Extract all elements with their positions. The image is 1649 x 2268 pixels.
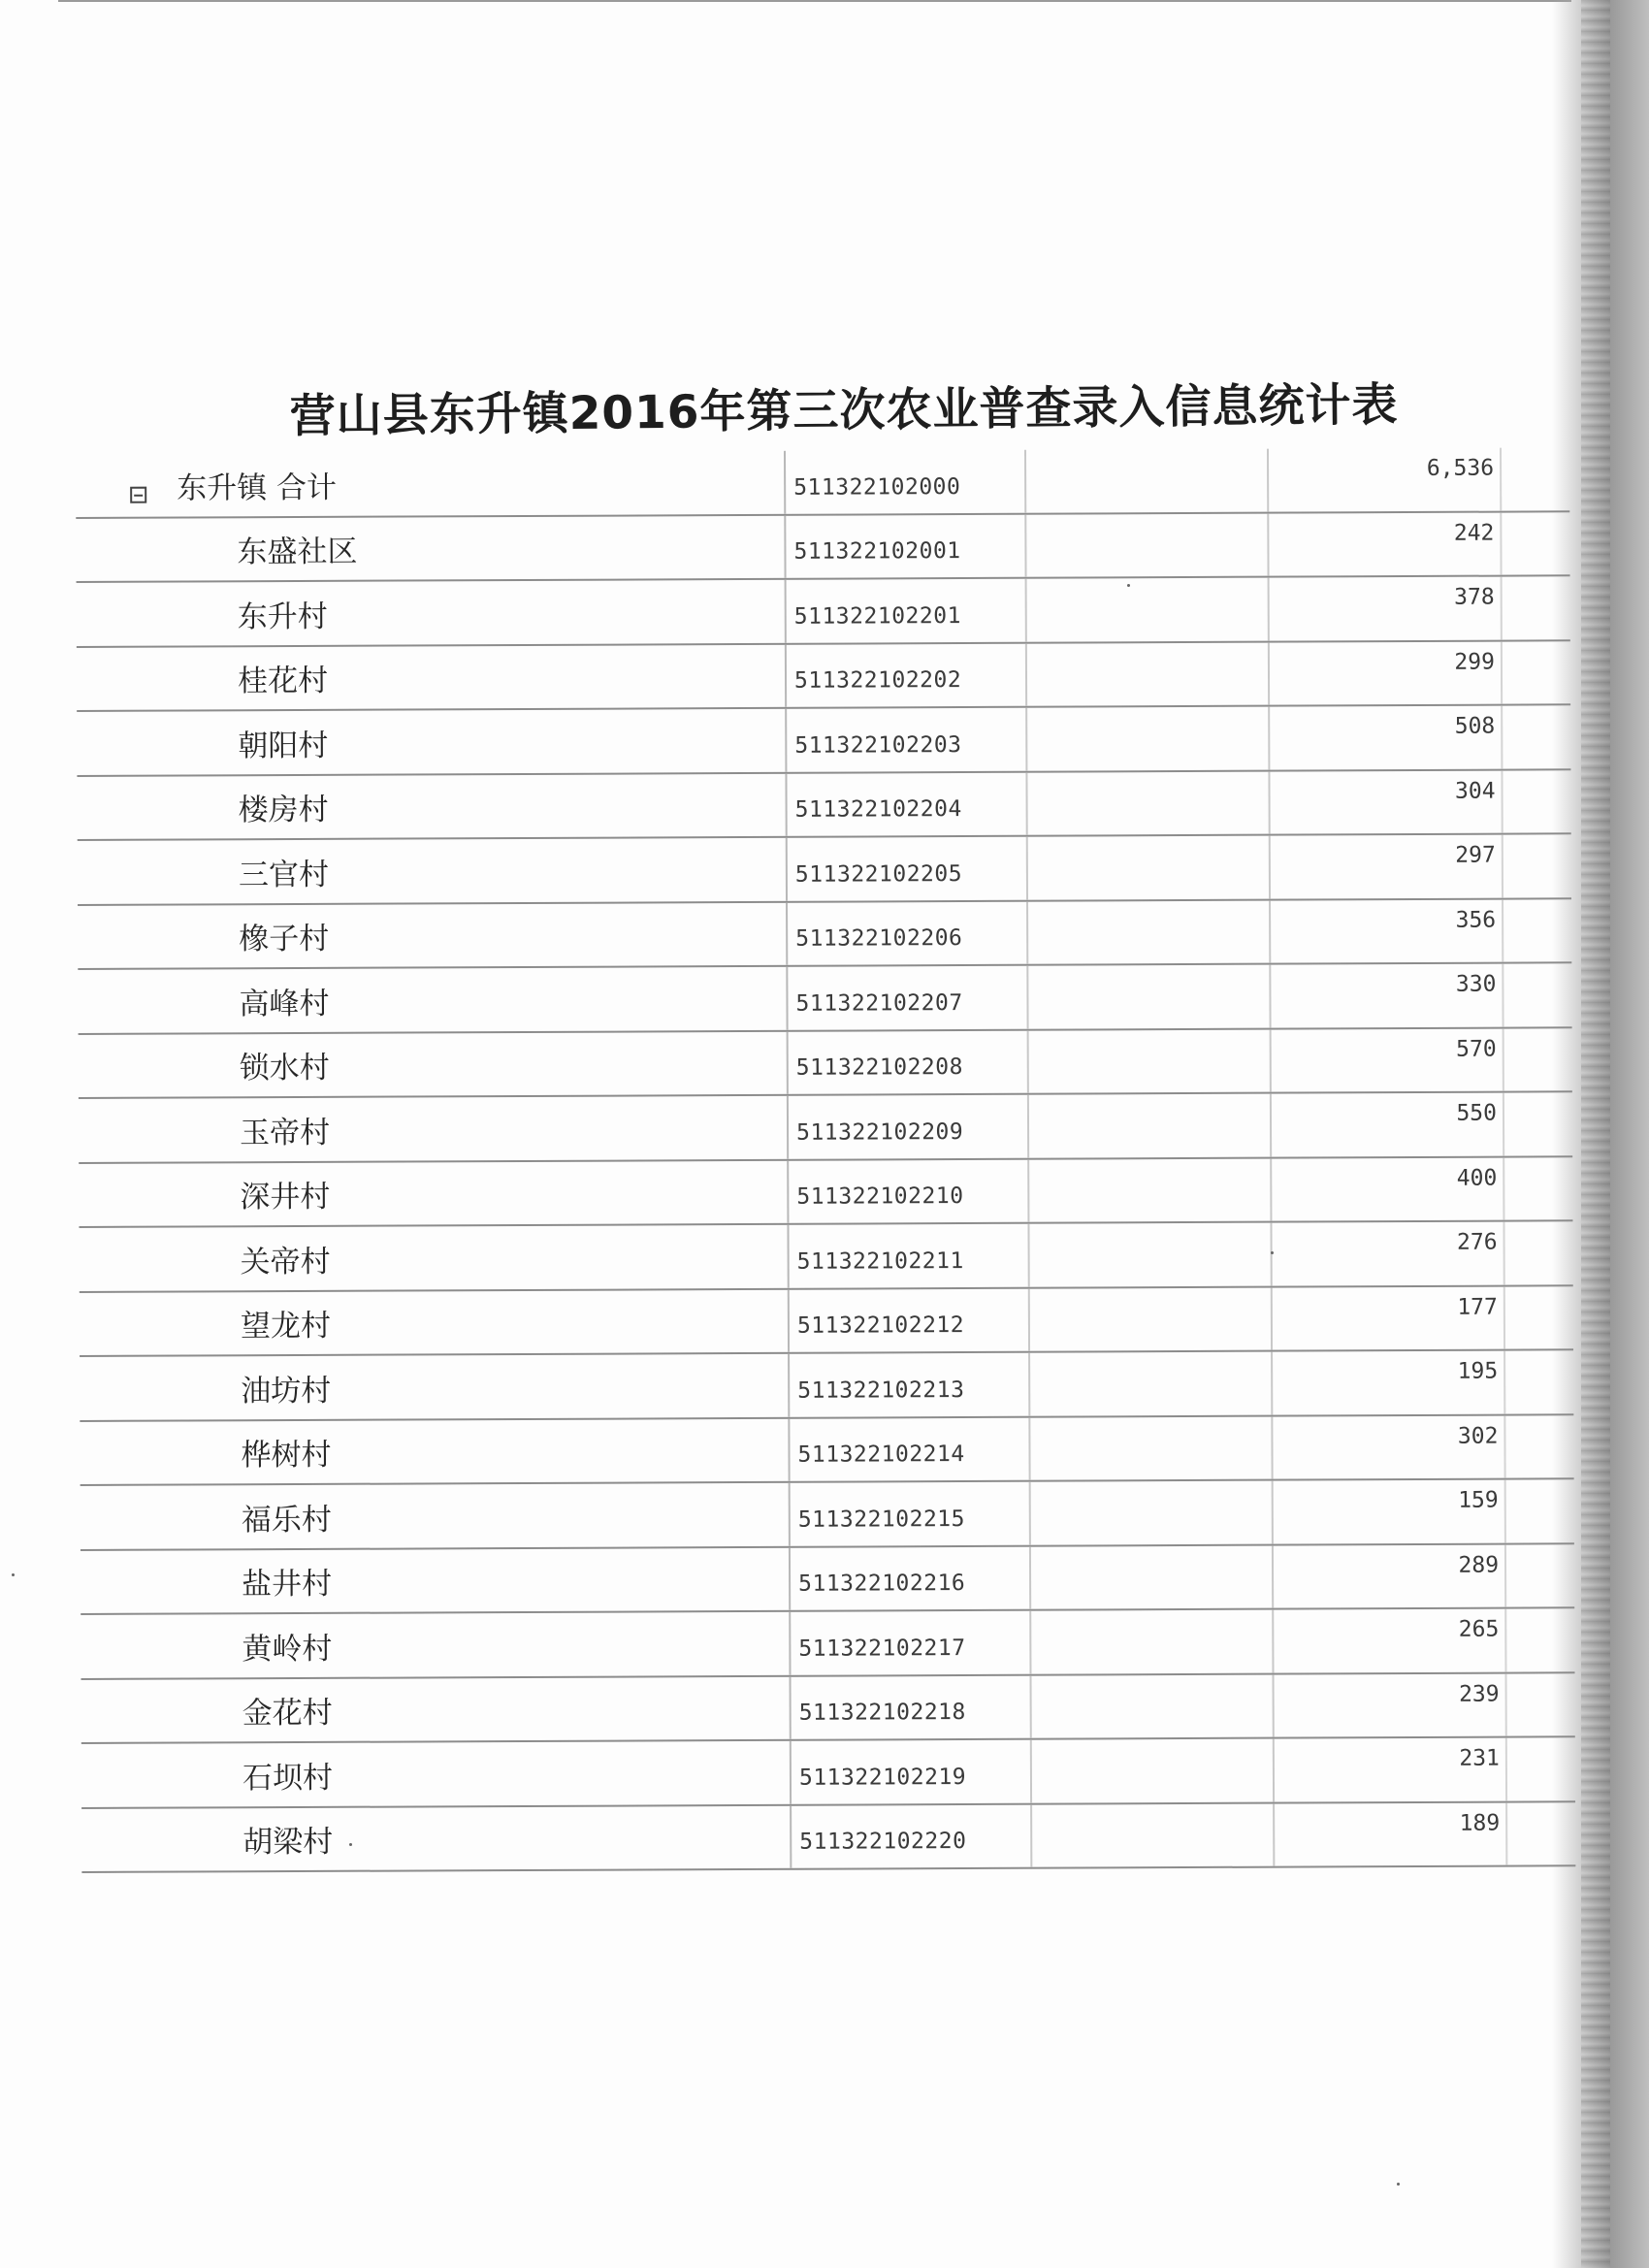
village-count: 570 <box>1456 1036 1497 1062</box>
code-cell <box>789 1611 1031 1675</box>
extra-cell <box>1504 1608 1574 1671</box>
name-cell <box>76 515 784 581</box>
table-row[interactable] <box>81 1737 1575 1808</box>
village-code: 511322102218 <box>798 1700 966 1726</box>
empty-cell <box>1029 1610 1274 1674</box>
village-code: 511322102210 <box>796 1183 964 1210</box>
total-row[interactable] <box>76 447 1569 518</box>
scan-speck <box>12 1573 15 1576</box>
village-code: 511322102219 <box>798 1764 967 1791</box>
code-cell <box>788 1288 1030 1352</box>
extra-cell <box>1503 1221 1572 1284</box>
empty-cell <box>1026 965 1271 1029</box>
name-cell <box>76 451 784 517</box>
table-row[interactable] <box>79 1221 1572 1292</box>
extra-cell <box>1502 899 1571 962</box>
count-cell <box>1269 899 1504 963</box>
village-name: 深井村 <box>240 1179 331 1215</box>
village-count: 276 <box>1456 1229 1498 1255</box>
village-name: 锁水村 <box>239 1050 330 1086</box>
village-code: 511322102207 <box>795 989 963 1017</box>
scan-speck <box>1397 2183 1400 2186</box>
name-cell <box>77 773 785 839</box>
empty-cell <box>1024 449 1269 513</box>
village-count: 189 <box>1459 1810 1501 1836</box>
table-row[interactable] <box>80 1350 1573 1421</box>
page-title: 营山县东升镇2016年第三次农业普查录入信息统计表 <box>289 378 1399 443</box>
empty-cell <box>1028 1352 1273 1416</box>
village-count: 177 <box>1457 1294 1498 1320</box>
village-count: 159 <box>1458 1487 1499 1513</box>
table-row[interactable] <box>79 1157 1572 1228</box>
code-cell <box>786 966 1028 1030</box>
empty-cell <box>1027 1223 1272 1287</box>
village-count: 356 <box>1455 907 1497 933</box>
count-cell <box>1273 1738 1507 1802</box>
extra-cell <box>1501 705 1570 768</box>
village-count: 299 <box>1454 649 1496 675</box>
extra-cell <box>1500 447 1569 510</box>
name-cell <box>79 1225 787 1291</box>
code-cell <box>790 1804 1032 1868</box>
name-cell <box>79 1096 787 1162</box>
extra-cell <box>1502 834 1571 897</box>
code-cell <box>784 450 1026 514</box>
village-name: 橡子村 <box>239 921 330 957</box>
village-code: 511322102206 <box>795 925 963 952</box>
village-name: 胡梁村 <box>242 1824 334 1861</box>
village-name: 望龙村 <box>240 1308 332 1345</box>
count-cell <box>1267 512 1502 576</box>
extra-cell <box>1503 1157 1572 1220</box>
village-name: 东盛社区 <box>237 534 358 570</box>
name-cell <box>79 1160 787 1226</box>
extra-cell <box>1505 1802 1575 1865</box>
village-code: 511322102215 <box>797 1506 966 1533</box>
village-name: 东升村 <box>237 599 328 634</box>
name-cell <box>81 1612 789 1678</box>
empty-cell <box>1026 900 1271 964</box>
extra-cell <box>1503 1092 1572 1155</box>
village-code: 511322102214 <box>797 1442 965 1468</box>
village-code: 511322102209 <box>796 1118 964 1146</box>
village-code: 511322102213 <box>797 1377 965 1404</box>
code-cell <box>790 1740 1032 1804</box>
extra-cell <box>1504 1350 1573 1413</box>
extra-cell <box>1504 1415 1573 1478</box>
empty-cell <box>1026 836 1271 900</box>
village-name: 石坝村 <box>242 1760 334 1796</box>
village-name: 黄岭村 <box>242 1631 333 1667</box>
extra-cell <box>1504 1479 1574 1542</box>
collapse-icon[interactable] <box>130 486 146 502</box>
village-code: 511322102208 <box>795 1054 963 1081</box>
top-border-line <box>58 0 1571 2</box>
village-name: 油坊村 <box>241 1373 332 1409</box>
code-cell <box>787 1224 1029 1288</box>
scan-speck <box>1271 1251 1274 1254</box>
extra-cell <box>1501 576 1570 639</box>
count-cell <box>1270 1157 1504 1221</box>
village-count: 304 <box>1454 778 1496 804</box>
village-name: 三官村 <box>238 857 329 892</box>
village-name: 高峰村 <box>239 986 330 1021</box>
village-code: 511322102212 <box>796 1312 965 1339</box>
table-row[interactable] <box>76 512 1569 583</box>
village-count: 239 <box>1458 1681 1500 1707</box>
extra-cell <box>1500 512 1569 575</box>
village-name: 玉帝村 <box>239 1115 331 1150</box>
empty-cell <box>1024 513 1269 577</box>
code-cell <box>786 901 1028 965</box>
table-row[interactable] <box>77 705 1570 776</box>
name-cell <box>80 1289 788 1355</box>
count-cell <box>1271 1351 1505 1415</box>
village-name: 桂花村 <box>237 663 329 699</box>
village-name: 关帝村 <box>240 1244 331 1280</box>
table-row[interactable] <box>79 1028 1572 1099</box>
village-name: 楼房村 <box>238 792 329 828</box>
count-cell <box>1268 770 1503 834</box>
count-cell <box>1268 577 1503 641</box>
village-name: 金花村 <box>242 1695 333 1732</box>
extra-cell <box>1504 1544 1574 1607</box>
village-count: 508 <box>1454 713 1496 739</box>
empty-cell <box>1025 707 1270 771</box>
count-cell <box>1269 835 1504 899</box>
code-cell <box>786 837 1028 901</box>
count-cell <box>1271 1286 1505 1350</box>
name-cell <box>78 967 786 1033</box>
scan-speck <box>349 1843 352 1846</box>
count-cell <box>1273 1802 1507 1866</box>
village-code: 511322102203 <box>794 731 962 759</box>
code-cell <box>789 1482 1031 1546</box>
extra-cell <box>1501 770 1570 833</box>
table-row[interactable] <box>80 1286 1573 1357</box>
table-row[interactable] <box>77 641 1570 712</box>
village-name: 福乐村 <box>241 1502 332 1538</box>
empty-cell <box>1027 1029 1272 1093</box>
village-name: 桦树村 <box>241 1437 332 1474</box>
empty-cell <box>1029 1545 1274 1609</box>
name-cell <box>78 902 786 968</box>
table-row[interactable] <box>77 576 1570 647</box>
count-cell <box>1268 706 1503 770</box>
village-code: 511322102220 <box>799 1829 967 1855</box>
village-code: 511322102202 <box>793 667 962 694</box>
code-cell <box>787 1095 1029 1159</box>
village-count: 550 <box>1456 1100 1498 1126</box>
name-cell <box>79 1031 787 1097</box>
name-cell <box>81 1805 790 1871</box>
village-count: 242 <box>1453 520 1495 546</box>
table-row[interactable] <box>81 1544 1574 1615</box>
code-cell <box>788 1417 1030 1481</box>
count-cell <box>1270 1093 1504 1157</box>
table-row[interactable] <box>78 899 1571 970</box>
table-row[interactable] <box>77 770 1570 841</box>
village-count: 195 <box>1457 1358 1499 1384</box>
village-count: 231 <box>1459 1745 1500 1771</box>
table-row[interactable] <box>81 1802 1575 1873</box>
total-name: 东升镇 合计 <box>177 470 338 506</box>
extra-cell <box>1505 1737 1575 1800</box>
village-code: 511322102211 <box>796 1247 964 1275</box>
code-cell <box>787 1030 1029 1094</box>
total-code: 511322102000 <box>793 473 961 501</box>
empty-cell <box>1030 1739 1275 1803</box>
empty-cell <box>1025 578 1270 642</box>
code-cell <box>785 772 1027 836</box>
name-cell <box>77 580 785 646</box>
village-count: 297 <box>1455 842 1496 868</box>
table-row[interactable] <box>78 834 1571 905</box>
code-cell <box>787 1159 1029 1223</box>
name-cell <box>80 1418 788 1484</box>
village-count: 400 <box>1456 1165 1498 1191</box>
empty-cell <box>1028 1287 1273 1351</box>
code-cell <box>788 1353 1030 1417</box>
village-code: 511322102205 <box>794 860 963 888</box>
scan-speck <box>1127 584 1130 587</box>
code-cell <box>790 1675 1032 1739</box>
count-cell <box>1269 964 1504 1028</box>
empty-cell <box>1025 642 1270 706</box>
village-count: 265 <box>1458 1616 1500 1642</box>
name-cell <box>81 1741 790 1807</box>
name-cell <box>81 1547 789 1613</box>
count-cell <box>1272 1544 1506 1608</box>
count-cell <box>1272 1480 1506 1544</box>
village-count: 302 <box>1457 1423 1499 1449</box>
code-cell <box>789 1546 1031 1610</box>
code-cell <box>785 708 1027 772</box>
name-cell <box>78 838 786 904</box>
empty-cell <box>1030 1674 1275 1738</box>
village-code: 511322102217 <box>798 1635 966 1662</box>
village-count: 378 <box>1454 584 1495 610</box>
village-code: 511322102204 <box>794 796 962 823</box>
code-cell <box>784 514 1026 578</box>
table-row[interactable] <box>78 963 1571 1034</box>
count-cell <box>1268 641 1503 705</box>
name-cell <box>77 709 785 775</box>
empty-cell <box>1027 1094 1272 1158</box>
count-cell <box>1270 1222 1504 1286</box>
name-cell <box>81 1676 790 1742</box>
table-row[interactable] <box>81 1479 1574 1550</box>
name-cell <box>77 644 785 710</box>
village-count: 289 <box>1458 1552 1500 1578</box>
village-count: 330 <box>1455 971 1497 997</box>
empty-cell <box>1030 1803 1275 1867</box>
code-cell <box>785 643 1027 707</box>
village-name: 朝阳村 <box>238 728 329 763</box>
count-cell <box>1271 1415 1505 1479</box>
code-cell <box>785 579 1027 643</box>
village-name: 盐井村 <box>242 1566 333 1603</box>
table-row[interactable] <box>80 1415 1573 1486</box>
extra-cell <box>1504 1286 1573 1349</box>
count-cell <box>1267 448 1502 512</box>
name-cell <box>81 1483 789 1549</box>
empty-cell <box>1025 771 1270 835</box>
count-cell <box>1272 1609 1506 1673</box>
village-code: 511322102216 <box>798 1571 966 1597</box>
extra-cell <box>1501 641 1570 704</box>
table-row[interactable] <box>81 1673 1575 1744</box>
empty-cell <box>1027 1158 1272 1222</box>
extra-cell <box>1503 1028 1572 1091</box>
count-cell <box>1273 1673 1507 1737</box>
extra-cell <box>1502 963 1571 1026</box>
table-row[interactable] <box>79 1092 1572 1163</box>
table-row[interactable] <box>81 1608 1574 1679</box>
village-code: 511322102001 <box>793 538 961 565</box>
empty-cell <box>1028 1416 1273 1480</box>
statistics-table <box>76 447 1575 1873</box>
name-cell <box>80 1354 788 1420</box>
village-code: 511322102201 <box>793 602 961 630</box>
extra-cell <box>1504 1673 1574 1736</box>
empty-cell <box>1029 1481 1274 1545</box>
village-rows <box>76 512 1575 1873</box>
count-cell <box>1270 1028 1504 1092</box>
total-count: 6,536 <box>1426 455 1495 481</box>
